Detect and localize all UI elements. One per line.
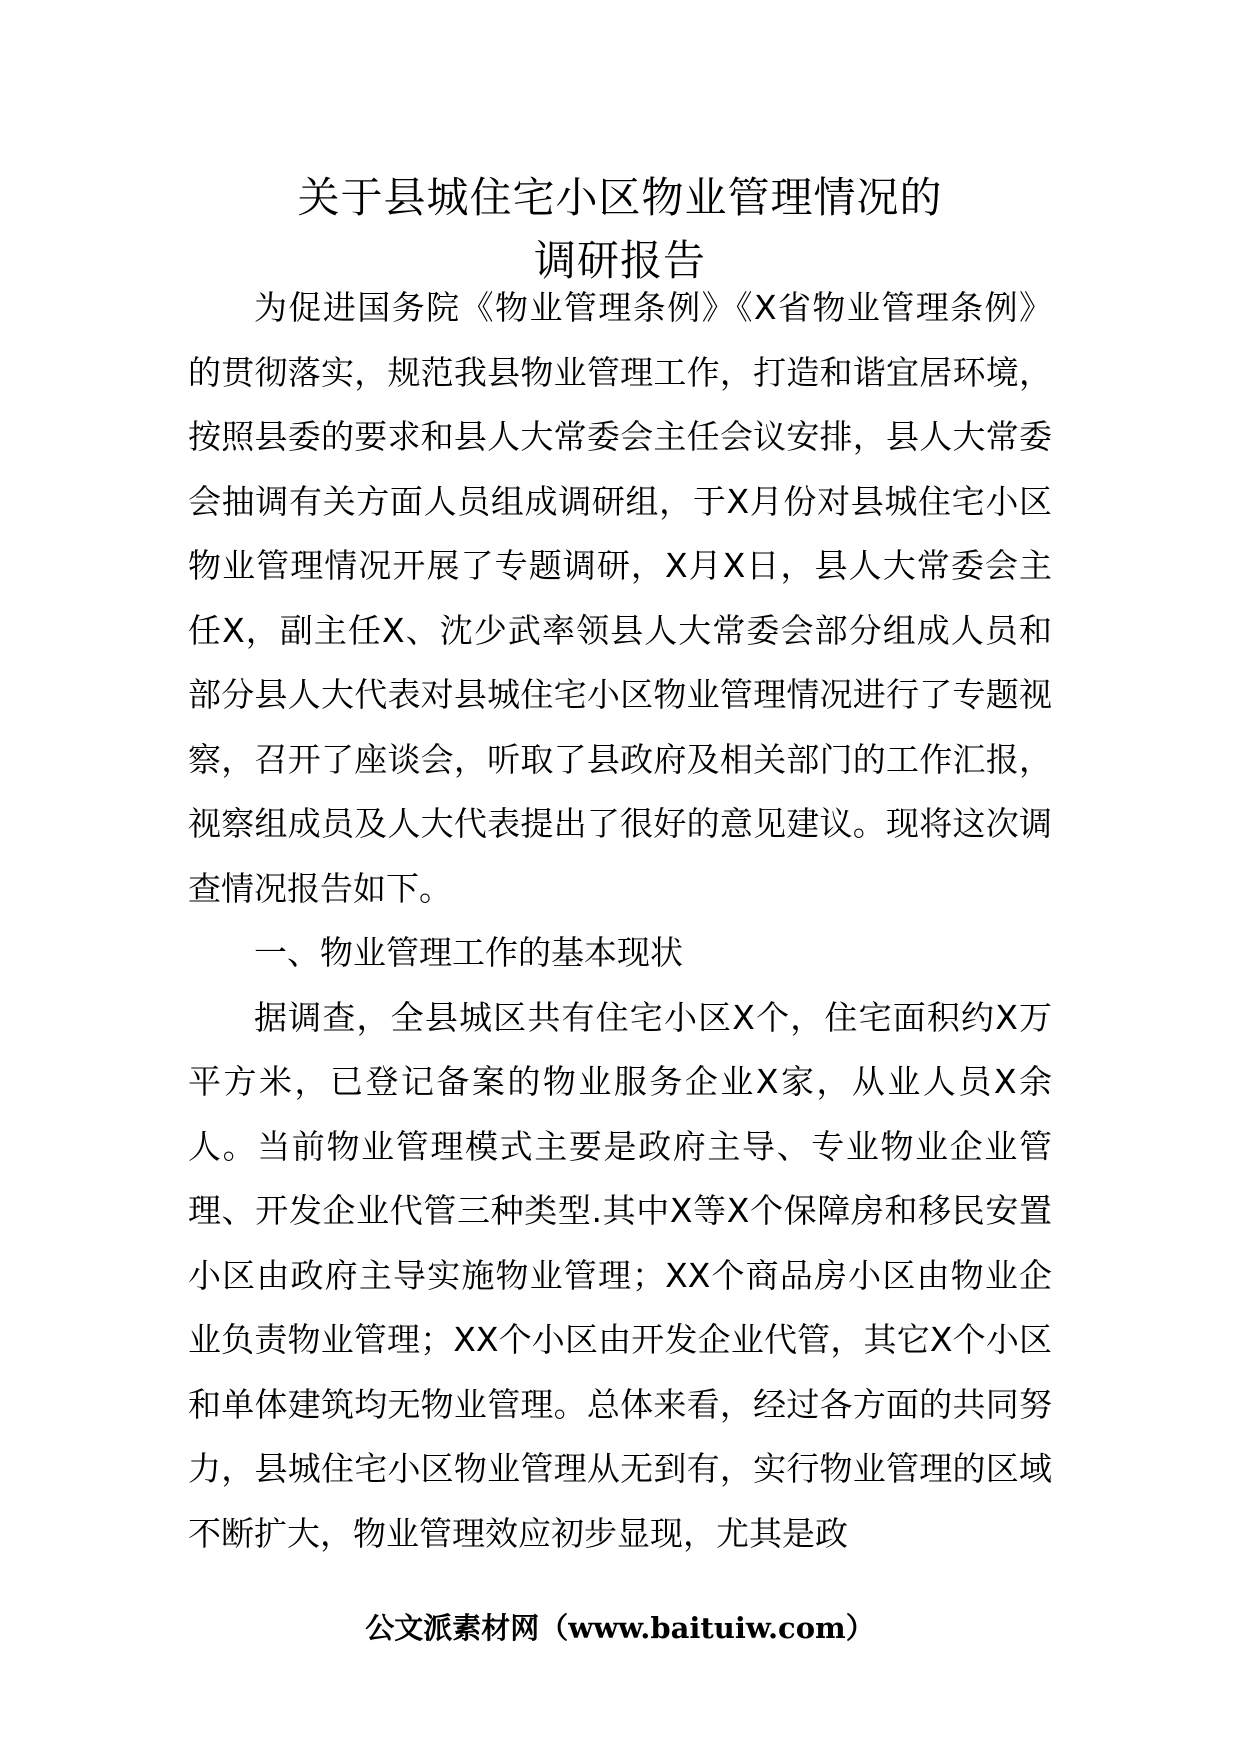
footer-watermark: 公文派素材网（www.baituiw.com）: [365, 1611, 875, 1645]
document-title-line-1: 关于县城住宅小区物业管理情况的: [297, 173, 943, 222]
body-paragraph: 据调查，全县城区共有住宅小区X个，住宅面积约X万平方米，已登记备案的物业服务企业X家，从业人员X余人。当前物业管理模式主要是政府主导、专业物业企业管理、开发企业代管三种类型.其中X等X个保障房和移民安置小区由政府主导实施物业管理；XX个商品房小区由物业企业负责物业管理；XX个小区由开发企业代管，其它X个小区和单体建筑均无物业管理。总体来看，经过各方面的共同努力，县城住宅小区物业管理从无到有，实行物业管理的区域不断扩大，物业管理效应初步显现，尤其是政: [188, 997, 1052, 1553]
section-heading: 一、物业管理工作的基本现状: [254, 933, 683, 972]
document-body: [188, 276, 1052, 1566]
document-title-line-2: 调研报告: [533, 236, 706, 285]
intro-paragraph: 为促进国务院《物业管理条例》《X省物业管理条例》的贯彻落实，规范我县物业管理工作，打造和谐宜居环境，按照县委的要求和县人大常委会主任会议安排，县人大常委会抽调有关方面人员组成调研组，于X月份对县城住宅小区物业管理情况开展了专题调研，X月X日，县人大常委会主任X，副主任X、沈少武率领县人大常委会部分组成人员和部分县人大代表对县城住宅小区物业管理情况进行了专题视察，召开了座谈会，听取了县政府及相关部门的工作汇报，视察组成员及人大代表提出了很好的意见建议。现将这次调查情况报告如下。: [188, 288, 1052, 908]
